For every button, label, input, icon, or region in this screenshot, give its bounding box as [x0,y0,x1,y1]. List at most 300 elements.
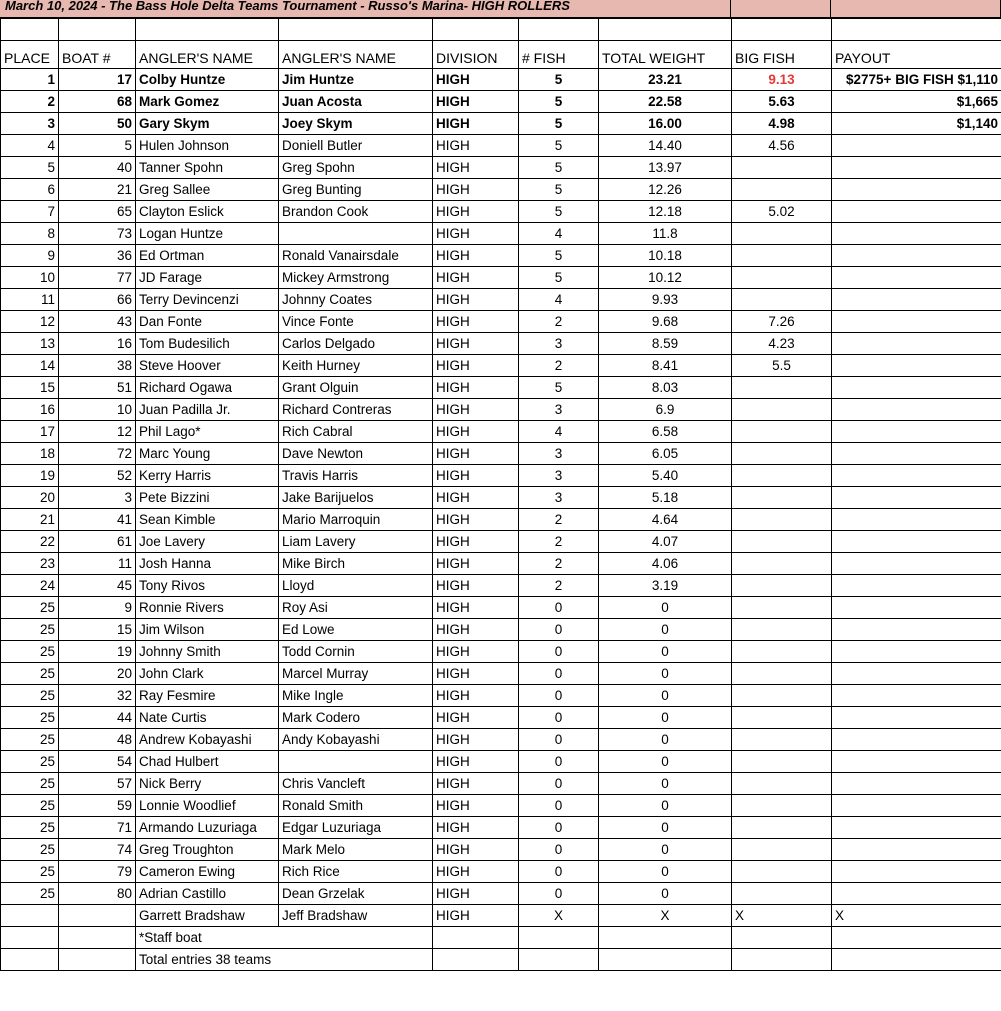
fish-count-cell: 5 [519,91,599,113]
division-cell: HIGH [433,399,519,421]
angler-2-cell: Marcel Murray [279,663,433,685]
big-fish-cell [732,619,832,641]
division-cell: HIGH [433,113,519,135]
table-row [1,399,1001,421]
angler-2-cell: Doniell Butler [279,135,433,157]
angler-2-cell: Rich Rice [279,861,433,883]
payout-cell [832,399,1001,421]
big-fish-cell [732,861,832,883]
total-weight-cell: 0 [599,861,732,883]
angler-1-cell: Sean Kimble [136,509,279,531]
angler-2-cell: Jim Huntze [279,69,433,91]
payout-cell [832,575,1001,597]
big-fish-cell: 9.13 [732,69,832,91]
division-cell: HIGH [433,377,519,399]
division-cell: HIGH [433,729,519,751]
payout-cell [832,553,1001,575]
table-row [1,773,1001,795]
big-fish-cell [732,421,832,443]
fish-count-cell: 5 [519,267,599,289]
big-fish-cell [732,641,832,663]
angler-1-cell: Phil Lago* [136,421,279,443]
payout-cell [832,531,1001,553]
angler-2-cell: Grant Olguin [279,377,433,399]
total-weight-cell: 6.58 [599,421,732,443]
total-weight-cell: 3.19 [599,575,732,597]
payout-cell [832,795,1001,817]
payout-cell [832,597,1001,619]
place-cell: 25 [1,729,59,751]
boat-number-cell: 32 [59,685,136,707]
angler-2-cell: Dean Grzelak [279,883,433,905]
place-cell: 1 [1,69,59,91]
total-weight-cell: 14.40 [599,135,732,157]
fish-count-cell: 4 [519,421,599,443]
big-fish-cell [732,399,832,421]
angler-1-cell: Chad Hulbert [136,751,279,773]
fish-count-cell: 0 [519,817,599,839]
place-cell: 8 [1,223,59,245]
total-weight-cell: 0 [599,597,732,619]
fish-count-cell: 0 [519,707,599,729]
big-fish-cell [732,817,832,839]
angler-1-cell: Tanner Spohn [136,157,279,179]
angler-2-cell: Vince Fonte [279,311,433,333]
boat-number-cell: 48 [59,729,136,751]
big-fish-cell [732,267,832,289]
angler-2-cell: Liam Lavery [279,531,433,553]
angler-1-cell: Jim Wilson [136,619,279,641]
boat-number-cell: 80 [59,883,136,905]
total-weight-cell: 0 [599,773,732,795]
fish-count-cell: 0 [519,861,599,883]
angler-2-cell: Andy Kobayashi [279,729,433,751]
big-fish-cell [732,883,832,905]
angler-2-cell: Mario Marroquin [279,509,433,531]
place-cell: 5 [1,157,59,179]
division-cell: HIGH [433,355,519,377]
total-weight-cell: 10.12 [599,267,732,289]
total-weight-cell: 0 [599,707,732,729]
total-weight-cell: 12.18 [599,201,732,223]
boat-number-cell: 68 [59,91,136,113]
angler-1-cell: Ed Ortman [136,245,279,267]
boat-number-cell: 36 [59,245,136,267]
payout-cell [832,333,1001,355]
payout-cell [832,267,1001,289]
fish-count-cell: 0 [519,619,599,641]
big-fish-cell [732,531,832,553]
fish-count-cell: 3 [519,465,599,487]
angler-2-cell: Mark Codero [279,707,433,729]
fish-count-cell: 0 [519,685,599,707]
angler-1-cell: Andrew Kobayashi [136,729,279,751]
big-fish-cell: 5.5 [732,355,832,377]
angler-1-cell: Ray Fesmire [136,685,279,707]
boat-number-cell: 79 [59,861,136,883]
total-weight-cell: 9.68 [599,311,732,333]
place-cell: 25 [1,663,59,685]
angler-2-cell: Ed Lowe [279,619,433,641]
table-row [1,377,1001,399]
payout-cell [832,685,1001,707]
payout-cell [832,135,1001,157]
boat-number-cell: 73 [59,223,136,245]
fish-count-cell: 0 [519,641,599,663]
boat-number-cell: 15 [59,619,136,641]
place-cell: 15 [1,377,59,399]
place-cell: 2 [1,91,59,113]
total-weight-cell: 11.8 [599,223,732,245]
boat-number-cell: 50 [59,113,136,135]
table-row [1,905,1001,927]
angler-1-cell: Logan Huntze [136,223,279,245]
division-cell: HIGH [433,553,519,575]
total-weight-cell: 0 [599,795,732,817]
total-weight-cell: 10.18 [599,245,732,267]
big-fish-cell [732,773,832,795]
table-row [1,201,1001,223]
header-boat: BOAT # [59,41,136,69]
place-cell: 25 [1,707,59,729]
table-row [1,443,1001,465]
division-cell: HIGH [433,707,519,729]
table-row [1,289,1001,311]
total-weight-cell: 4.06 [599,553,732,575]
place-cell: 3 [1,113,59,135]
division-cell: HIGH [433,487,519,509]
header-row [1,41,1001,69]
angler-2-cell [279,223,433,245]
fish-count-cell: 0 [519,839,599,861]
table-row [1,91,1001,113]
place-cell: 7 [1,201,59,223]
angler-2-cell: Keith Hurney [279,355,433,377]
fish-count-cell: 5 [519,69,599,91]
big-fish-cell [732,751,832,773]
big-fish-cell [732,245,832,267]
fish-count-cell: 2 [519,575,599,597]
payout-cell [832,509,1001,531]
boat-number-cell: 66 [59,289,136,311]
boat-number-cell: 65 [59,201,136,223]
division-cell: HIGH [433,685,519,707]
angler-1-cell: Tony Rivos [136,575,279,597]
boat-number-cell: 10 [59,399,136,421]
fish-count-cell: 5 [519,245,599,267]
total-weight-cell: 8.41 [599,355,732,377]
fish-count-cell: 4 [519,223,599,245]
boat-number-cell: 54 [59,751,136,773]
angler-2-cell: Rich Cabral [279,421,433,443]
place-cell: 12 [1,311,59,333]
fish-count-cell: X [519,905,599,927]
payout-cell [832,465,1001,487]
total-weight-cell: 4.07 [599,531,732,553]
table-row [1,509,1001,531]
angler-2-cell: Edgar Luzuriaga [279,817,433,839]
angler-2-cell: Mike Ingle [279,685,433,707]
boat-number-cell: 9 [59,597,136,619]
angler-2-cell: Mickey Armstrong [279,267,433,289]
division-cell: HIGH [433,223,519,245]
boat-number-cell: 61 [59,531,136,553]
table-row [1,619,1001,641]
angler-1-cell: Adrian Castillo [136,883,279,905]
angler-2-cell: Ronald Vanairsdale [279,245,433,267]
table-row [1,685,1001,707]
division-cell: HIGH [433,421,519,443]
division-cell: HIGH [433,839,519,861]
place-cell: 20 [1,487,59,509]
angler-1-cell: Colby Huntze [136,69,279,91]
title-cell [0,0,731,17]
big-fish-cell [732,465,832,487]
table-row [1,883,1001,905]
big-fish-cell: 4.56 [732,135,832,157]
total-weight-cell: 4.64 [599,509,732,531]
division-cell: HIGH [433,817,519,839]
boat-number-cell: 59 [59,795,136,817]
place-cell: 18 [1,443,59,465]
place-cell: 23 [1,553,59,575]
angler-2-cell: Todd Cornin [279,641,433,663]
table-row [1,861,1001,883]
total-weight-cell: 5.18 [599,487,732,509]
total-weight-cell: 6.9 [599,399,732,421]
division-cell: HIGH [433,751,519,773]
big-fish-cell [732,179,832,201]
table-row [1,839,1001,861]
place-cell: 24 [1,575,59,597]
angler-1-cell: Terry Devincenzi [136,289,279,311]
header-angler-1: ANGLER'S NAME [136,41,279,69]
total-weight-cell: 0 [599,663,732,685]
payout-cell [832,179,1001,201]
place-cell: 25 [1,619,59,641]
fish-count-cell: 0 [519,751,599,773]
angler-2-cell: Brandon Cook [279,201,433,223]
payout-cell [832,619,1001,641]
total-weight-cell: 13.97 [599,157,732,179]
fish-count-cell: 0 [519,663,599,685]
payout-cell [832,839,1001,861]
division-cell: HIGH [433,267,519,289]
total-weight-cell: 12.26 [599,179,732,201]
table-row [1,663,1001,685]
fish-count-cell: 0 [519,597,599,619]
place-cell: 14 [1,355,59,377]
boat-number-cell: 72 [59,443,136,465]
angler-2-cell: Chris Vancleft [279,773,433,795]
place-cell: 4 [1,135,59,157]
fish-count-cell: 0 [519,773,599,795]
payout-cell [832,883,1001,905]
big-fish-cell: 5.02 [732,201,832,223]
angler-2-cell: Travis Harris [279,465,433,487]
division-cell: HIGH [433,135,519,157]
division-cell: HIGH [433,333,519,355]
header-division: DIVISION [433,41,519,69]
angler-2-cell: Richard Contreras [279,399,433,421]
total-weight-cell: 23.21 [599,69,732,91]
angler-1-cell: Garrett Bradshaw [136,905,279,927]
angler-2-cell: Greg Spohn [279,157,433,179]
total-weight-cell: 5.40 [599,465,732,487]
payout-cell: $1,140 [832,113,1001,135]
fish-count-cell: 3 [519,487,599,509]
big-fish-cell [732,487,832,509]
total-weight-cell: 0 [599,883,732,905]
angler-1-cell: Hulen Johnson [136,135,279,157]
division-cell: HIGH [433,157,519,179]
division-cell: HIGH [433,575,519,597]
table-row [1,223,1001,245]
payout-cell: $1,665 [832,91,1001,113]
payout-cell [832,421,1001,443]
angler-1-cell: Nick Berry [136,773,279,795]
boat-number-cell: 3 [59,487,136,509]
payout-cell: $2775+ BIG FISH $1,110 [832,69,1001,91]
payout-cell [832,157,1001,179]
table-row [1,487,1001,509]
payout-cell [832,355,1001,377]
boat-number-cell [59,905,136,927]
table-row [1,157,1001,179]
big-fish-cell [732,707,832,729]
payout-cell: X [832,905,1001,927]
fish-count-cell: 5 [519,157,599,179]
payout-cell [832,861,1001,883]
angler-2-cell: Jeff Bradshaw [279,905,433,927]
boat-number-cell: 11 [59,553,136,575]
place-cell: 25 [1,795,59,817]
payout-cell [832,817,1001,839]
boat-number-cell: 52 [59,465,136,487]
big-fish-cell [732,289,832,311]
boat-number-cell: 43 [59,311,136,333]
angler-1-cell: Richard Ogawa [136,377,279,399]
boat-number-cell: 38 [59,355,136,377]
boat-number-cell: 40 [59,157,136,179]
boat-number-cell: 44 [59,707,136,729]
big-fish-cell [732,223,832,245]
division-cell: HIGH [433,641,519,663]
payout-cell [832,377,1001,399]
total-weight-cell: 9.93 [599,289,732,311]
header-place: PLACE [1,41,59,69]
big-fish-cell [732,839,832,861]
table-row [1,641,1001,663]
angler-1-cell: Josh Hanna [136,553,279,575]
boat-number-cell: 41 [59,509,136,531]
division-cell: HIGH [433,597,519,619]
boat-number-cell: 12 [59,421,136,443]
title-bar [0,0,1001,18]
payout-cell [832,751,1001,773]
angler-1-cell: Steve Hoover [136,355,279,377]
angler-1-cell: Pete Bizzini [136,487,279,509]
angler-1-cell: Greg Sallee [136,179,279,201]
table-row [1,267,1001,289]
angler-2-cell: Ronald Smith [279,795,433,817]
table-row [1,421,1001,443]
division-cell: HIGH [433,663,519,685]
payout-cell [832,311,1001,333]
total-weight-cell: 6.05 [599,443,732,465]
place-cell: 19 [1,465,59,487]
division-cell: HIGH [433,91,519,113]
table-row [1,531,1001,553]
payout-cell [832,707,1001,729]
big-fish-cell: 5.63 [732,91,832,113]
fish-count-cell: 5 [519,113,599,135]
place-cell: 25 [1,839,59,861]
fish-count-cell: 3 [519,443,599,465]
angler-1-cell: Kerry Harris [136,465,279,487]
big-fish-cell: 7.26 [732,311,832,333]
title-cell-blank [831,0,1001,17]
sheet-title: March 10, 2024 - The Bass Hole Delta Teams Tournament - Russo's Marina- HIGH ROLLERS [5,0,570,13]
payout-cell [832,729,1001,751]
division-cell: HIGH [433,773,519,795]
fish-count-cell: 2 [519,531,599,553]
total-weight-cell: 0 [599,685,732,707]
place-cell: 16 [1,399,59,421]
big-fish-cell [732,377,832,399]
boat-number-cell: 71 [59,817,136,839]
fish-count-cell: 5 [519,179,599,201]
fish-count-cell: 2 [519,355,599,377]
angler-1-cell: Cameron Ewing [136,861,279,883]
total-weight-cell: 0 [599,641,732,663]
payout-cell [832,443,1001,465]
division-cell: HIGH [433,531,519,553]
place-cell: 25 [1,751,59,773]
big-fish-cell [732,443,832,465]
total-weight-cell: 0 [599,729,732,751]
table-row [1,245,1001,267]
table-row [1,575,1001,597]
table-row [1,465,1001,487]
angler-1-cell: JD Farage [136,267,279,289]
fish-count-cell: 4 [519,289,599,311]
boat-number-cell: 57 [59,773,136,795]
division-cell: HIGH [433,795,519,817]
payout-cell [832,641,1001,663]
place-cell: 21 [1,509,59,531]
spacer-row [1,19,1001,41]
table-row [1,817,1001,839]
angler-1-cell: Ronnie Rivers [136,597,279,619]
fish-count-cell: 5 [519,377,599,399]
total-entries-note: Total entries 38 teams [136,949,433,971]
total-weight-cell: 8.59 [599,333,732,355]
boat-number-cell: 21 [59,179,136,201]
place-cell: 25 [1,883,59,905]
fish-count-cell: 5 [519,201,599,223]
table-row [1,553,1001,575]
angler-1-cell: Juan Padilla Jr. [136,399,279,421]
angler-2-cell: Greg Bunting [279,179,433,201]
fish-count-cell: 2 [519,553,599,575]
big-fish-cell: X [732,905,832,927]
division-cell: HIGH [433,443,519,465]
header-big-fish: BIG FISH [732,41,832,69]
big-fish-cell [732,597,832,619]
place-cell: 13 [1,333,59,355]
big-fish-cell [732,509,832,531]
